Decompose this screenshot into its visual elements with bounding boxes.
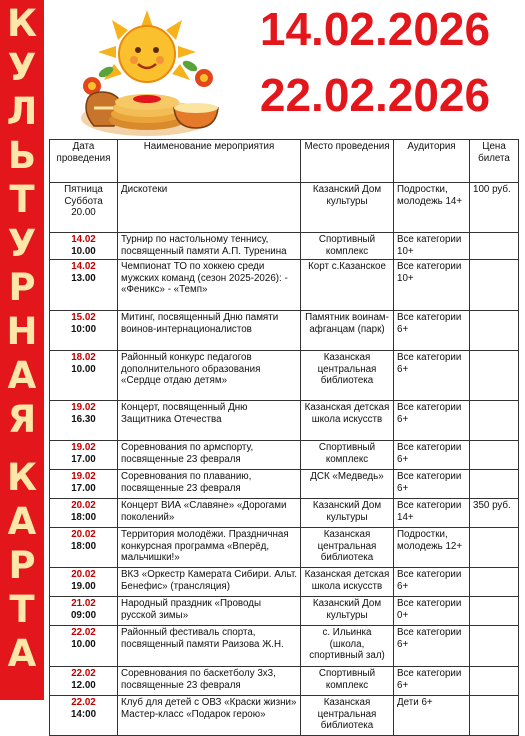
side-title-letter: Л (6, 90, 38, 133)
table-header-row (50, 140, 519, 183)
side-title-letter: У (7, 222, 37, 265)
side-title-letter: Я (7, 398, 37, 441)
table-row (50, 351, 519, 401)
row-audience: Все категории 6+ (394, 470, 470, 499)
side-title-letter: У (7, 46, 37, 89)
side-title-letter: К (6, 456, 38, 499)
row-date: 20.02 (71, 529, 96, 540)
row-time: 18:00 (70, 540, 97, 552)
row-price (470, 568, 519, 597)
side-title-letter: Р (8, 544, 36, 587)
row-audience: Все категории 10+ (394, 260, 470, 311)
side-title-letter: А (7, 632, 37, 675)
table-row (50, 401, 519, 441)
sun-with-pancakes-illustration (72, 8, 222, 140)
row-time: 20.00 (71, 207, 96, 219)
row-price: 350 руб. (470, 499, 519, 528)
row-date: Пятница Суббота (64, 184, 103, 207)
row-event-name: Митинг, посвященный Дню памяти воинов-интернационалистов (118, 311, 301, 351)
row-event-name: Народный праздник «Проводы русской зимы» (118, 597, 301, 626)
row-audience: Все категории 0+ (394, 597, 470, 626)
side-title-letter: Ь (7, 134, 37, 177)
row-date: 14.02 (71, 234, 96, 245)
row-price (470, 626, 519, 667)
row-date-cell (50, 528, 118, 568)
row-time: 19.00 (71, 580, 96, 592)
row-price (470, 528, 519, 568)
row-place: Спортивный комплекс (301, 441, 394, 470)
table-row (50, 696, 519, 736)
row-date-cell (50, 260, 118, 311)
row-date-cell (50, 441, 118, 470)
row-time: 10.00 (71, 638, 96, 650)
row-place: ДСК «Медведь» (301, 470, 394, 499)
row-event-name: Дискотеки (118, 183, 301, 233)
table-row (50, 260, 519, 311)
row-time: 14:00 (70, 708, 97, 720)
row-date-cell (50, 667, 118, 696)
row-audience: Дети 6+ (394, 696, 470, 736)
table-row (50, 626, 519, 667)
row-time: 17.00 (71, 482, 96, 494)
table-row (50, 528, 519, 568)
row-audience: Все категории 6+ (394, 351, 470, 401)
side-title-letter: Т (9, 588, 35, 631)
row-time: 13.00 (71, 272, 96, 284)
row-audience: Все категории 6+ (394, 568, 470, 597)
row-price (470, 311, 519, 351)
row-audience: Подростки, молодежь 12+ (394, 528, 470, 568)
row-date-cell (50, 597, 118, 626)
row-price (470, 233, 519, 260)
events-table (49, 139, 519, 736)
row-date: 20.02 (71, 569, 96, 580)
row-place: Казанская центральная библиотека (301, 528, 394, 568)
row-date: 22.02 (71, 627, 96, 638)
row-date-cell (50, 696, 118, 736)
row-time: 17.00 (71, 453, 96, 465)
row-date-cell (50, 401, 118, 441)
row-date: 22.02 (71, 668, 96, 679)
row-date-cell (50, 626, 118, 667)
row-event-name: Концерт, посвященный Дню Защитника Отечества (118, 401, 301, 441)
row-date: 18.02 (71, 352, 96, 363)
row-place: Корт с.Казанское (301, 260, 394, 311)
row-price (470, 401, 519, 441)
row-date: 15.02 (71, 312, 96, 323)
row-price: 100 руб. (470, 183, 519, 233)
row-date: 19.02 (71, 471, 96, 482)
side-title-letter: К (6, 2, 38, 45)
row-time: 10.00 (71, 245, 96, 257)
row-time: 12.00 (71, 679, 96, 691)
row-event-name: Соревнования по плаванию, посвященные 23 февраля (118, 470, 301, 499)
side-title-letter: А (7, 354, 37, 397)
row-audience: Все категории 6+ (394, 441, 470, 470)
header-date: Дата проведения (50, 140, 118, 183)
row-price (470, 470, 519, 499)
row-event-name: Турнир по настольному теннису, посвященный памяти А.П. Туренина (118, 233, 301, 260)
row-place: с. Ильинка (школа, спортивный зал) (301, 626, 394, 667)
row-event-name: Концерт ВИА «Славяне» «Дорогами поколений» (118, 499, 301, 528)
row-audience: Все категории 10+ (394, 233, 470, 260)
row-place: Казанский Дом культуры (301, 499, 394, 528)
row-place: Спортивный комплекс (301, 667, 394, 696)
row-event-name: ВКЗ «Оркестр Камерата Сибири. Альт. Бенефис» (трансляция) (118, 568, 301, 597)
row-price (470, 351, 519, 401)
row-place: Спортивный комплекс (301, 233, 394, 260)
row-place: Казанский Дом культуры (301, 597, 394, 626)
table-row (50, 233, 519, 260)
row-audience: Все категории 6+ (394, 401, 470, 441)
table-row (50, 311, 519, 351)
row-event-name: Территория молодёжи. Праздничная конкурсная программа «Вперёд, мальчишки!» (118, 528, 301, 568)
row-date: 19.02 (71, 442, 96, 453)
row-place: Памятник воинам-афганцам (парк) (301, 311, 394, 351)
row-date: 19.02 (71, 402, 96, 413)
row-date: 20.02 (71, 500, 96, 511)
row-event-name: Чемпионат ТО по хоккею среди мужских команд (сезон 2025-2026): - «Феникс» - «Темп» (118, 260, 301, 311)
row-audience: Все категории 6+ (394, 626, 470, 667)
table-row (50, 667, 519, 696)
header-price: Цена билета (470, 140, 519, 183)
table-row (50, 597, 519, 626)
row-event-name: Клуб для детей с ОВЗ «Краски жизни» Мастер-класс «Подарок герою» (118, 696, 301, 736)
row-time: 10:00 (70, 323, 97, 335)
row-place: Казанская детская школа искусств (301, 401, 394, 441)
row-place: Казанская детская школа искусств (301, 568, 394, 597)
row-audience: Все категории 6+ (394, 311, 470, 351)
start-date: 14.02.2026 (259, 3, 491, 55)
row-time: 09:00 (70, 609, 97, 621)
row-place: Казанская центральная библиотека (301, 351, 394, 401)
side-title-letter: Т (9, 178, 35, 221)
row-price (470, 441, 519, 470)
table-row (50, 470, 519, 499)
row-date-cell (50, 311, 118, 351)
row-date: 14.02 (71, 261, 96, 272)
row-time: 16.30 (71, 413, 96, 425)
row-date: 22.02 (71, 697, 96, 708)
row-date: 21.02 (71, 598, 96, 609)
row-date-cell (50, 470, 118, 499)
table-row (50, 441, 519, 470)
row-date-cell (50, 499, 118, 528)
side-title-banner (0, 0, 44, 700)
row-time: 18:00 (70, 511, 97, 523)
row-date-cell (50, 351, 118, 401)
row-price (470, 696, 519, 736)
row-date-cell (50, 233, 118, 260)
row-place: Казанский Дом культуры (301, 183, 394, 233)
side-title-letter: Н (6, 310, 38, 353)
row-date-cell (50, 568, 118, 597)
row-price (470, 597, 519, 626)
row-date-cell (50, 183, 118, 233)
row-event-name: Соревнования по армспорту, посвященные 23 февраля (118, 441, 301, 470)
row-audience: Подростки, молодежь 14+ (394, 183, 470, 233)
table-row (50, 499, 519, 528)
header-name: Наименование мероприятия (118, 140, 301, 183)
table-row (50, 568, 519, 597)
row-time: 10.00 (71, 363, 96, 375)
row-event-name: Районный конкурс педагогов дополнительного образования «Сердце отдаю детям» (118, 351, 301, 401)
row-event-name: Соревнования по баскетболу 3х3, посвященные 23 февраля (118, 667, 301, 696)
table-row (50, 183, 519, 233)
row-price (470, 260, 519, 311)
side-title-letter: А (7, 500, 37, 543)
header-place: Место проведения (301, 140, 394, 183)
row-price (470, 667, 519, 696)
header-audience: Аудитория (394, 140, 470, 183)
end-date: 22.02.2026 (259, 69, 491, 121)
side-title-letter: Р (8, 266, 36, 309)
row-audience: Все категории 6+ (394, 667, 470, 696)
row-place: Казанская центральная библиотека (301, 696, 394, 736)
row-audience: Все категории 14+ (394, 499, 470, 528)
row-event-name: Районный фестиваль спорта, посвященный памяти Раизова Ж.Н. (118, 626, 301, 667)
